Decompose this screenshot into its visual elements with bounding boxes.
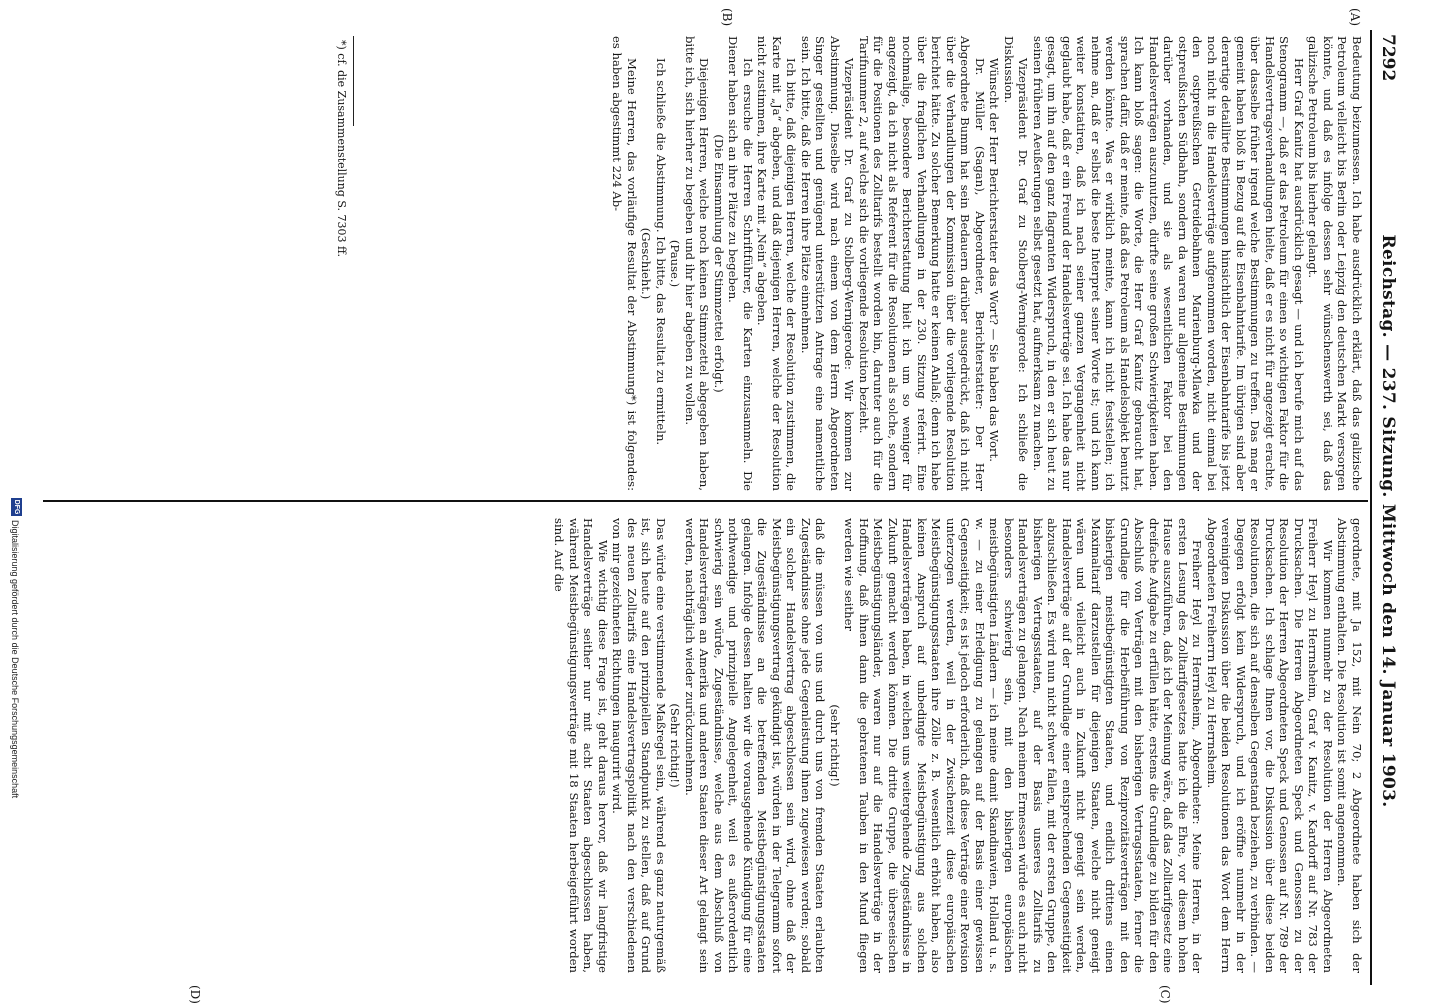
paragraph: Diejenigen Herren, welche noch keinen Stimmzettel abgegeben haben, bitte ich, sich hierher zu begeben und ihr hier abgeben zu wollen. [683,36,712,491]
page-header [1376,26,1402,986]
speaker-paragraph: Freiherr Heyl zu Herrnsheim, Abgeordneter: Meine Herren, in der ersten Lesung des Zolltarifgesetzes hatte ich die Ehre, vor diesem hohen Hause auszuführen, daß ich der Meinung wäre, daß das Zolltarifgesetz eine dreifache Aufgabe zu erfüllen hätte, erstens die Grundlage zu bilden für den Abschluß von Verträgen mit den bisherigen Vertragsstaaten, ferner die Grundlage für die Herbeiführung von Reziprozitätsverträgen mit den bisherigen meistbegünstigten Staaten, und endlich drittens einen Maximaltarif darzustellen für diejenigen Staaten, welche nicht geneigt wären und vielleicht auch in Zukunft nicht geneigt sein werden, Handelsverträge auf der Grundlage einer entsprechenden Gegenseitigkeit abzuschließen. Es wird nun nicht schwer fallen, mit der ersten Gruppe, den bisherigen Vertragsstaaten, auf der Basis unseres Zolltarifs zu Handelsverträgen zu gelangen. Nach meinem Ermessen würde es auch nicht besonders schwierig sein, mit den bisherigen europäischen meistbegünstigten Ländern — ich meine damit Skandinavien, Holland u. s. w. — zu einer Erledigung zu gelangen auf der Basis einer gewissen Gegenseitigkeit; es ist jedoch erforderlich, daß diese Verträge einer Revision unterzogen werden, weil in der Zwischenzeit diese europäischen Meistbegünstigungsstaaten ihre Zölle z. B. wesentlich erhöht haben, also keinen Anspruch auf unbedingte Meistbegünstigung aus solchen Handelsverträgen haben, in welchen uns weitergehende Zugeständnisse in Zukunft gemacht werden können. Die dritte Gruppe, die überseeischen Meistbegünstigungsländer, waren nur auf die Handelsverträge in der Hoffnung, daß ihnen dann die gebratenen Tauben in den Mund fliegen werden wie seither [842,518,1205,973]
right-column [552,518,1364,973]
header-rule [1370,30,1372,985]
footnote-rule [353,36,354,126]
margin-mark-c: (C) [1158,985,1172,1004]
margin-mark-d: (D) [188,985,202,1004]
stage-direction: (Geschieht.) [639,227,654,300]
paragraph: Das würde eine verstimmende Maßregel sein, während es ganz naturgemäß ist, sich heute auf den prinzipiellen Standpunkt zu stellen, daß auf Grund des neuen Zolltarifs eine Handelsvertragspolitik nach den verschiedenen von mir gezeichneten Richtungen inaugurirt wird. [610,518,668,973]
paragraph: Herr Graf Kanitz hat ausdrücklich gesagt — und ich berufe mich auf das Stenogramm —, daß er das Petroleum für einen so wichtigen Faktor für die Handelsvertragsverhandlungen hielte, daß er es nicht für angezeigt erachte, über dasselbe früher irgend welche Bestimmungen zu treffen. Das mag er gemeint haben bloß in Bezug auf die Eisenbahntarife. Im übrigen sind aber derartige detaillirte Bestimmungen hinsichtlich der Eisenbahntarife bis jetzt noch nicht in die Handelsverträge aufgenommen worden, nicht einmal bei den ostpreußischen Getreidebahnen Marienburg-Mlawka und der ostpreußischen Südbahn, sondern da waren nur allgemeine Bestimmungen darüber vorhanden, und sie als wesentlichen Faktor bei den Handelsverträgen auszunutzen, dürfte seine großen Schwierigkeiten haben. Ich kann bloß sagen: die Worte, die Herr Graf Kanitz gebraucht hat, sprachen dafür, daß er meinte, daß das Petroleum als Handelsobjekt benutzt werden könnte. Was er wirklich meinte, kann ich nicht feststellen; ich nehme an, daß er selbst die beste Interpret seiner Worte ist; und ich kann weiter konstatiren, daß ich nach seiner ganzen Vergangenheit nicht geglaubt habe, daß er ein Freund der Handelsverträge sei. Ich habe das nur gesagt, um ihn auf den ganz flagranten Widerspruch, in den er sich heut zu seinen früheren Aeußerungen selbst gesetzt hat, aufmerksam zu machen. [1031,36,1306,491]
stage-direction: (Die Einsammlung der Stimmzettel erfolgt.) [712,134,726,393]
margin-mark-a: (A) [1348,8,1362,27]
paragraph: daß die müssen von uns und durch uns von fremden Staaten erlaubten Zugeständnisse ohne jede Gegenleistung ihnen zugewiesen werden; sobald ein solcher Handelsvertrag abgeschlossen sein wird, ohne daß der Meistbegünstigungsvertrag gekündigt ist, würden in der Telegramm sofort die Zugeständnisse an die betreffenden Meistbegünstigungsstaaten gelangen. Infolge dessen halten wir die vorausgehende Kündigung für eine nothwendige und prinzipielle Angelegenheit, weil es außerordentlich schwierig sein würde, Zugeständnisse, welche aus dem Abschluß von Handelsverträgen an Amerika und anderen Staaten dieser Art gelangt sein werden, nachträglich wieder zurückzunehmen. [683,518,828,973]
dfg-logo: DFG [13,499,20,515]
stage-direction: (Pause.) [668,239,683,288]
page-number: 7292 [1378,34,1398,82]
paragraph: Ich ersuche die Herren Schriftführer, die Karten einzusammeln. Die Diener haben sich an ihre Plätze zu begeben. [726,36,755,491]
speaker-paragraph: Dr. Müller (Sagan), Abgeordneter, Berichterstatter: Der Herr Abgeordnete Bumm hat sein Bedauern darüber ausgedrückt, daß ich nicht über die Verhandlungen der Kommission über die vorliegende Resolution berichtet hätte. Zu solcher Bemerkung hatte er keinen Anlaß; denn ich habe über die fraglichen Verhandlungen in der 230. Sitzung referirt. Eine nochmalige, besondere Berichterstattung hielt ich um so weniger für angezeigt, da ich nicht als Referent für die Resolutionen als solche, sondern für die Positionen des Zolltarifs bestellt worden bin, darunter auch für die Tarifnummer 2, auf welche sich die vorliegende Resolution bezieht. [857,36,987,491]
paragraph: Ich bitte, daß diejenigen Herren, welche der Resolution zustimmen, die Karte mit „Ja“ abgeben, und daß diejenigen Herren, welche der Resolution nicht zustimmen, ihre Karte mit „Nein“ abgeben. [755,36,799,491]
paragraph: Wie wichtig diese Frage ist, geht daraus hervor, daß wir langfristige Handelsverträge seither nur mit acht Staaten abgeschlossen haben, während Meistbegünstigungsverträge mit 18 Staaten herbeigeführt worden sind. Auf die [552,518,610,973]
column-divider [43,500,1368,502]
paragraph: Wir kommen nunmehr zu der Resolution der Herren Abgeordneten Freiherr Heyl zu Herrnsheim, Graf v. Kanitz, v. Kardorff auf Nr. 783 der Drucksachen. Die Herren Abgeordneten Speck und Genossen zu der Resolution der Herren Abgeordneten Speck und Genossen auf Nr. 789 der Drucksachen. Ich schlage Ihnen vor, die Diskussion über diese beiden Resolutionen, die sich auf denselben Gegenstand beziehen, zu verbinden. — Dagegen erfolgt kein Widerspruch, und ich eröffne nunmehr in der vereinigten Diskussion über die beiden Resolutionen das Wort dem Herrn Abgeordneten Freiherrn Heyl zu Herrnsheim. [1205,518,1335,973]
paragraph: Bedeutung beizumessen. Ich habe ausdrücklich erklärt, daß das galizische Petroleum vielleicht bis Berlin oder Leipzig den deutschen Markt versorgen könnte, und daß es infolge dessen sehr wünschenswerth sei, daß das galizische Petroleum bis hierher gelangt. [1306,36,1364,491]
paragraph: Wünscht der Herr Berichterstatter das Wort? — Sie haben das Wort. [987,58,1002,462]
stage-direction: (Sehr richtig!) [668,703,683,788]
speaker-paragraph: Vizepräsident Dr. Graf zu Stolberg-Wernigerode: Wir kommen zur Abstimmung. Dieselbe wird nach einem von dem Herrn Abgeordneten Singer gestellten und genügend unterstützten Antrage eine namentliche sein. Ich bitte, daß die Herren ihre Plätze einnehmen. [799,36,857,491]
margin-mark-b: (B) [720,8,734,27]
footnote: *) cf. die Zusammenstellung S. 7303 ff. [335,40,348,257]
left-column [610,36,1364,491]
paragraph: geordnete, mit Ja 152, mit Nein 70; 2 Abgeordnete haben sich der Abstimmung enthalten. Die Resolution ist somit angenommen. [1335,518,1364,973]
paragraph: Meine Herren, das vorläufige Resultat der Abstimmung*) ist folgendes: es haben abgestimmt 224 Ab- [610,36,639,491]
digitization-credit: Digitalisierung gefördert durch die Deutsche Forschungsgemeinschaft [10,520,20,799]
speaker-paragraph: Vizepräsident Dr. Graf zu Stolberg-Wernigerode: Ich schließe die Diskussion. [1002,36,1031,491]
running-title: Reichstag. — 237. Sitzung. Mittwoch den 14. Januar 1903. [1378,234,1398,808]
stage-direction: (sehr richtig!) [828,704,842,787]
paragraph: Ich schließe die Abstimmung. Ich bitte, das Resultat zu ermitteln. [654,58,668,446]
